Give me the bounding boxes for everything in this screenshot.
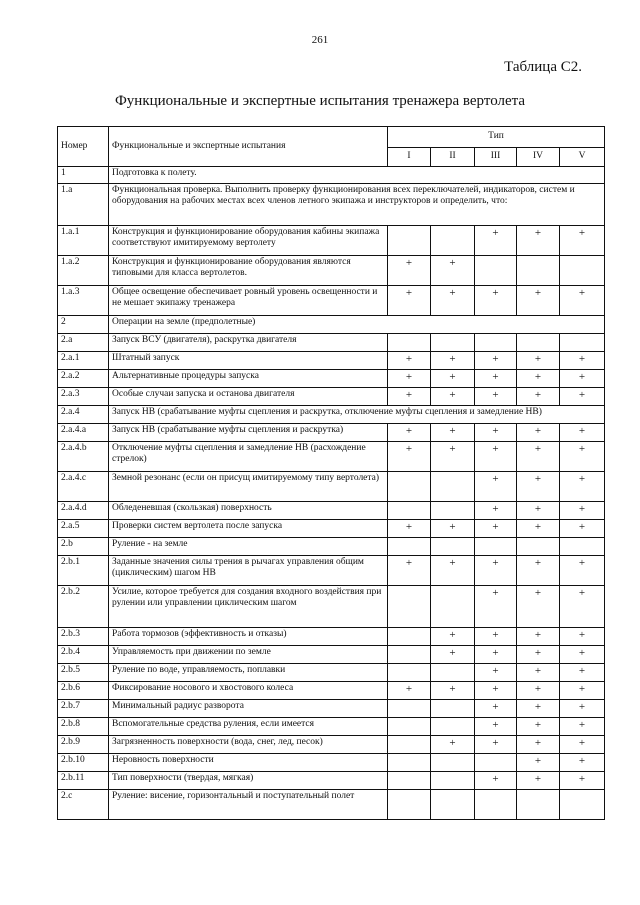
row-description: Неровность поверхности bbox=[109, 754, 388, 772]
table-row bbox=[58, 790, 605, 820]
level-mark bbox=[560, 256, 605, 286]
level-mark: + bbox=[560, 700, 605, 718]
level-mark: + bbox=[475, 352, 517, 370]
level-mark: + bbox=[560, 646, 605, 664]
row-description: Заданные значения силы трения в рычагах управления общим (циклическим) шагом НВ bbox=[109, 556, 388, 586]
level-mark: + bbox=[560, 424, 605, 442]
level-mark bbox=[560, 790, 605, 820]
header-description: Функциональные и экспертные испытания bbox=[109, 127, 388, 167]
level-mark: + bbox=[475, 586, 517, 628]
level-mark: + bbox=[517, 442, 560, 472]
row-number: 2.b.5 bbox=[58, 664, 109, 682]
table-row bbox=[58, 538, 605, 556]
row-description: Минимальный радиус разворота bbox=[109, 700, 388, 718]
level-mark: + bbox=[517, 736, 560, 754]
level-mark bbox=[388, 226, 431, 256]
level-mark: + bbox=[517, 754, 560, 772]
row-description: Усилие, которое требуется для создания входного воздействия при рулении или управлении циклическим шагом bbox=[109, 586, 388, 628]
row-number: 2.b.3 bbox=[58, 628, 109, 646]
row-number: 2.b.8 bbox=[58, 718, 109, 736]
level-mark: + bbox=[560, 352, 605, 370]
level-mark: + bbox=[388, 682, 431, 700]
table-row bbox=[58, 167, 605, 184]
level-mark bbox=[431, 718, 475, 736]
row-number: 2.a.4.b bbox=[58, 442, 109, 472]
level-mark: + bbox=[517, 718, 560, 736]
level-mark: + bbox=[388, 442, 431, 472]
level-mark: + bbox=[560, 226, 605, 256]
level-mark: + bbox=[388, 424, 431, 442]
row-number: 1.a.2 bbox=[58, 256, 109, 286]
level-mark bbox=[388, 664, 431, 682]
level-mark: + bbox=[388, 370, 431, 388]
row-description: Работа тормозов (эффективность и отказы) bbox=[109, 628, 388, 646]
level-mark: + bbox=[475, 682, 517, 700]
level-mark: + bbox=[431, 424, 475, 442]
level-mark: + bbox=[475, 442, 517, 472]
level-mark: + bbox=[517, 388, 560, 406]
level-mark bbox=[388, 646, 431, 664]
row-description: Земной резонанс (если он присущ имитируемому типу вертолета) bbox=[109, 472, 388, 502]
level-mark: + bbox=[560, 682, 605, 700]
row-number: 2.b.11 bbox=[58, 772, 109, 790]
table-row bbox=[58, 682, 605, 700]
row-description: Загрязненность поверхности (вода, снег, лед, песок) bbox=[109, 736, 388, 754]
row-description: Отключение муфты сцепления и замедление НВ (расхождение стрелок) bbox=[109, 442, 388, 472]
row-description: Управляемость при движении по земле bbox=[109, 646, 388, 664]
page-number: 261 bbox=[311, 34, 329, 46]
level-mark bbox=[431, 700, 475, 718]
level-mark bbox=[517, 790, 560, 820]
level-mark: + bbox=[388, 352, 431, 370]
row-number: 2.a.4.d bbox=[58, 502, 109, 520]
row-number: 2.a bbox=[58, 334, 109, 352]
row-number: 2.b bbox=[58, 538, 109, 556]
table-row bbox=[58, 256, 605, 286]
row-description: Общее освещение обеспечивает ровный уровень освещенности и не мешает экипажу тренажера bbox=[109, 286, 388, 316]
level-mark: + bbox=[475, 646, 517, 664]
level-mark bbox=[388, 718, 431, 736]
row-description: Запуск НВ (срабатывание муфты сцепления и раскрутка) bbox=[109, 424, 388, 442]
table-row bbox=[58, 736, 605, 754]
table-row bbox=[58, 352, 605, 370]
level-mark bbox=[388, 502, 431, 520]
level-mark: + bbox=[560, 286, 605, 316]
row-description: Фиксирование носового и хвостового колеса bbox=[109, 682, 388, 700]
row-description: Тип поверхности (твердая, мягкая) bbox=[109, 772, 388, 790]
row-description: Запуск ВСУ (двигателя), раскрутка двигателя bbox=[109, 334, 388, 352]
table-row bbox=[58, 406, 605, 424]
row-number: 2.b.2 bbox=[58, 586, 109, 628]
level-mark bbox=[431, 772, 475, 790]
row-description: Вспомогательные средства руления, если имеется bbox=[109, 718, 388, 736]
table-row bbox=[58, 754, 605, 772]
table-row bbox=[58, 184, 605, 226]
level-mark: + bbox=[431, 256, 475, 286]
table-row bbox=[58, 424, 605, 442]
level-mark bbox=[431, 502, 475, 520]
row-number: 2.c bbox=[58, 790, 109, 820]
level-mark bbox=[388, 736, 431, 754]
row-number: 2.b.9 bbox=[58, 736, 109, 754]
table-row bbox=[58, 370, 605, 388]
level-mark bbox=[517, 538, 560, 556]
level-mark bbox=[517, 256, 560, 286]
level-mark: + bbox=[475, 772, 517, 790]
row-number: 2.a.3 bbox=[58, 388, 109, 406]
level-mark: + bbox=[475, 424, 517, 442]
table-row bbox=[58, 586, 605, 628]
row-description: Проверки систем вертолета после запуска bbox=[109, 520, 388, 538]
level-mark: + bbox=[431, 352, 475, 370]
table-row bbox=[58, 700, 605, 718]
row-description: Обледеневшая (скользкая) поверхность bbox=[109, 502, 388, 520]
row-number: 2.a.2 bbox=[58, 370, 109, 388]
row-description: Запуск НВ (срабатывание муфты сцепления и раскрутка, отключение муфты сцепления и замедление НВ) bbox=[109, 406, 605, 424]
row-number: 2 bbox=[58, 316, 109, 334]
level-mark: + bbox=[517, 352, 560, 370]
row-number: 2.b.7 bbox=[58, 700, 109, 718]
level-mark bbox=[431, 472, 475, 502]
row-description: Подготовка к полету. bbox=[109, 167, 605, 184]
table-row bbox=[58, 646, 605, 664]
row-number: 2.a.4.a bbox=[58, 424, 109, 442]
table-row bbox=[58, 664, 605, 682]
level-mark: + bbox=[431, 442, 475, 472]
level-mark bbox=[475, 334, 517, 352]
level-mark: + bbox=[475, 556, 517, 586]
row-description: Особые случаи запуска и останова двигателя bbox=[109, 388, 388, 406]
level-mark: + bbox=[475, 226, 517, 256]
level-mark: + bbox=[560, 520, 605, 538]
level-mark bbox=[431, 538, 475, 556]
level-mark: + bbox=[517, 646, 560, 664]
level-mark: + bbox=[431, 388, 475, 406]
row-number: 2.b.4 bbox=[58, 646, 109, 664]
level-mark: + bbox=[517, 664, 560, 682]
row-number: 2.b.1 bbox=[58, 556, 109, 586]
level-mark: + bbox=[475, 502, 517, 520]
header-number: Номер bbox=[58, 127, 109, 167]
level-mark: + bbox=[431, 646, 475, 664]
level-mark: + bbox=[517, 472, 560, 502]
level-mark: + bbox=[475, 664, 517, 682]
level-mark: + bbox=[475, 520, 517, 538]
level-mark bbox=[560, 538, 605, 556]
level-mark bbox=[431, 664, 475, 682]
row-description: Конструкция и функционирование оборудования являются типовыми для класса вертолетов. bbox=[109, 256, 388, 286]
level-mark: + bbox=[517, 520, 560, 538]
level-mark bbox=[388, 790, 431, 820]
level-mark: + bbox=[517, 226, 560, 256]
row-number: 2.a.4 bbox=[58, 406, 109, 424]
header-row-top bbox=[58, 127, 605, 148]
row-number: 1.a bbox=[58, 184, 109, 226]
row-number: 2.a.1 bbox=[58, 352, 109, 370]
row-description: Руление: висение, горизонтальный и поступательный полет bbox=[109, 790, 388, 820]
row-description: Руление - на земле bbox=[109, 538, 388, 556]
level-mark: + bbox=[517, 586, 560, 628]
row-description: Штатный запуск bbox=[109, 352, 388, 370]
level-mark: + bbox=[475, 370, 517, 388]
table-row bbox=[58, 316, 605, 334]
row-description: Конструкция и функционирование оборудования кабины экипажа соответствуют имитируемому вертолету bbox=[109, 226, 388, 256]
level-mark: + bbox=[431, 682, 475, 700]
table-row bbox=[58, 286, 605, 316]
level-mark bbox=[388, 628, 431, 646]
table-row bbox=[58, 226, 605, 256]
row-number: 1.a.3 bbox=[58, 286, 109, 316]
level-mark bbox=[475, 256, 517, 286]
level-mark: + bbox=[388, 556, 431, 586]
table-row bbox=[58, 772, 605, 790]
level-mark: + bbox=[431, 286, 475, 316]
level-mark: + bbox=[475, 628, 517, 646]
level-mark: + bbox=[517, 682, 560, 700]
level-mark: + bbox=[431, 628, 475, 646]
level-mark: + bbox=[388, 286, 431, 316]
row-number: 2.a.4.c bbox=[58, 472, 109, 502]
level-mark bbox=[475, 754, 517, 772]
table-body bbox=[58, 167, 605, 820]
row-description: Руление по воде, управляемость, поплавки bbox=[109, 664, 388, 682]
level-mark bbox=[388, 772, 431, 790]
row-number: 1 bbox=[58, 167, 109, 184]
level-mark: + bbox=[475, 472, 517, 502]
level-mark: + bbox=[431, 520, 475, 538]
level-mark bbox=[431, 586, 475, 628]
level-mark: + bbox=[517, 772, 560, 790]
level-mark bbox=[388, 472, 431, 502]
level-mark: + bbox=[560, 442, 605, 472]
level-mark bbox=[475, 538, 517, 556]
level-mark: + bbox=[560, 718, 605, 736]
document-title: Функциональные и экспертные испытания тренажера вертолета bbox=[114, 93, 526, 109]
level-mark: + bbox=[475, 700, 517, 718]
table-row bbox=[58, 628, 605, 646]
level-mark: + bbox=[517, 556, 560, 586]
table-label: Таблица С2. bbox=[504, 59, 582, 75]
level-mark bbox=[431, 790, 475, 820]
level-mark: + bbox=[517, 370, 560, 388]
level-mark bbox=[431, 226, 475, 256]
level-mark: + bbox=[475, 388, 517, 406]
level-mark bbox=[388, 754, 431, 772]
level-mark bbox=[431, 754, 475, 772]
header-type: Тип bbox=[388, 127, 605, 148]
header-level: V bbox=[560, 148, 605, 167]
level-mark: + bbox=[388, 520, 431, 538]
level-mark: + bbox=[431, 736, 475, 754]
row-number: 2.b.6 bbox=[58, 682, 109, 700]
level-mark: + bbox=[560, 370, 605, 388]
level-mark: + bbox=[560, 736, 605, 754]
level-mark: + bbox=[560, 502, 605, 520]
level-mark: + bbox=[560, 772, 605, 790]
level-mark: + bbox=[517, 424, 560, 442]
level-mark bbox=[475, 790, 517, 820]
row-number: 2.b.10 bbox=[58, 754, 109, 772]
table-row bbox=[58, 520, 605, 538]
table-row bbox=[58, 388, 605, 406]
level-mark: + bbox=[517, 628, 560, 646]
table-row bbox=[58, 502, 605, 520]
level-mark: + bbox=[475, 718, 517, 736]
level-mark: + bbox=[475, 286, 517, 316]
table-row bbox=[58, 556, 605, 586]
table-row bbox=[58, 334, 605, 352]
level-mark: + bbox=[560, 628, 605, 646]
level-mark: + bbox=[388, 256, 431, 286]
level-mark: + bbox=[560, 664, 605, 682]
level-mark: + bbox=[475, 736, 517, 754]
level-mark bbox=[388, 586, 431, 628]
level-mark bbox=[388, 538, 431, 556]
row-description: Операции на земле (предполетные) bbox=[109, 316, 605, 334]
level-mark bbox=[431, 334, 475, 352]
level-mark bbox=[388, 334, 431, 352]
table-row bbox=[58, 472, 605, 502]
level-mark: + bbox=[560, 586, 605, 628]
level-mark: + bbox=[431, 556, 475, 586]
header-level: II bbox=[431, 148, 475, 167]
row-number: 2.a.5 bbox=[58, 520, 109, 538]
level-mark: + bbox=[517, 700, 560, 718]
level-mark bbox=[560, 334, 605, 352]
table-row bbox=[58, 718, 605, 736]
level-mark: + bbox=[560, 754, 605, 772]
level-mark: + bbox=[388, 388, 431, 406]
header-level: I bbox=[388, 148, 431, 167]
level-mark: + bbox=[560, 472, 605, 502]
header-level: III bbox=[475, 148, 517, 167]
level-mark: + bbox=[517, 502, 560, 520]
row-description: Альтернативные процедуры запуска bbox=[109, 370, 388, 388]
level-mark bbox=[517, 334, 560, 352]
level-mark: + bbox=[517, 286, 560, 316]
tests-table bbox=[57, 126, 605, 820]
level-mark: + bbox=[431, 370, 475, 388]
level-mark bbox=[388, 700, 431, 718]
row-number: 1.a.1 bbox=[58, 226, 109, 256]
header-level: IV bbox=[517, 148, 560, 167]
table-row bbox=[58, 442, 605, 472]
level-mark: + bbox=[560, 388, 605, 406]
row-description: Функциональная проверка. Выполнить проверку функционирования всех переключателей, индикаторов, систем и оборудования на рабочих местах всех членов летного экипажа и инструкторов и определить, что: bbox=[109, 184, 605, 226]
level-mark: + bbox=[560, 556, 605, 586]
